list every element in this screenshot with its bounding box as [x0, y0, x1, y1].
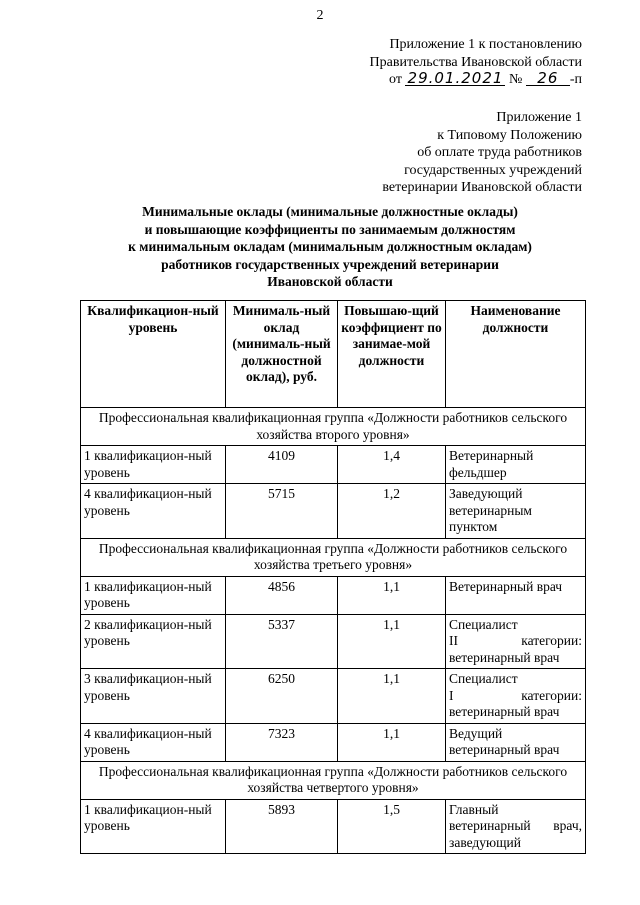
handwritten-number: 26: [526, 71, 570, 86]
header-salary: Минималь-ный оклад (минималь-ный должностной оклад), руб.: [226, 301, 338, 408]
date-number-line: [370, 71, 582, 89]
cell-level: 2 квалификацион-ный уровень: [81, 614, 226, 669]
appendix-line: Правительства Ивановской области: [369, 54, 582, 70]
sub-appendix-line: Приложение 1: [496, 110, 582, 125]
cell-coefficient: 1,5: [338, 799, 446, 854]
title-line: к минимальным окладам (минимальным должностным окладам): [128, 239, 532, 254]
cell-position: [446, 614, 586, 669]
position-line: I категории:: [449, 687, 582, 703]
cell-salary: 5893: [226, 799, 338, 854]
sub-appendix-line: государственных учреждений: [404, 162, 582, 178]
title-line: Ивановской области: [267, 274, 393, 289]
table-row: [81, 576, 586, 614]
group-title: Профессиональная квалификационная группа «Должности работников сельского хозяйства третьего уровня»: [81, 538, 586, 576]
group-row: [81, 538, 586, 576]
cell-position: Заведующий ветеринарным пунктом: [446, 484, 586, 539]
cell-coefficient: 1,4: [338, 446, 446, 484]
title-line: работников государственных учреждений ветеринарии: [161, 256, 499, 272]
table-row: [81, 446, 586, 484]
header-coefficient: Повышаю-щий коэффициент по занимае-мой должности: [338, 301, 446, 408]
position-line: Специалист: [449, 671, 518, 686]
position-line: Специалист: [449, 616, 518, 632]
title-line: и повышающие коэффициенты по занимаемым должностям: [144, 221, 516, 237]
cell-salary: 7323: [226, 723, 338, 761]
header-position: Наименование должности: [446, 301, 586, 408]
date-prefix: от: [389, 72, 402, 87]
table-row: [81, 614, 586, 669]
handwritten-date: 29.01.2021: [405, 71, 505, 86]
table-row: [81, 799, 586, 854]
page-number: 2: [316, 8, 324, 23]
document-title: [80, 203, 580, 291]
appendix-header: [370, 36, 582, 89]
cell-level: 1 квалификацион-ный уровень: [81, 576, 226, 614]
cell-level: 4 квалификацион-ный уровень: [81, 723, 226, 761]
position-line: ветеринарный врач: [449, 704, 560, 719]
sub-appendix-header: [382, 109, 582, 197]
cell-salary: 4109: [226, 446, 338, 484]
sub-appendix-line: об оплате труда работников: [417, 145, 582, 160]
cell-salary: 6250: [226, 669, 338, 724]
cell-position: Ветеринарный фельдшер: [446, 446, 586, 484]
cell-level: 4 квалификацион-ный уровень: [81, 484, 226, 539]
sub-appendix-line: к Типовому Положению: [437, 127, 582, 143]
position-line: ветеринарный врач: [449, 649, 560, 665]
cell-position: Ведущий ветеринарный врач: [446, 723, 586, 761]
cell-coefficient: 1,2: [338, 484, 446, 539]
cell-salary: 4856: [226, 576, 338, 614]
cell-position: Главный ветеринарный врач, заведующий: [446, 799, 586, 854]
group-row: [81, 761, 586, 799]
cell-coefficient: 1,1: [338, 576, 446, 614]
cell-level: 3 квалификацион-ный уровень: [81, 669, 226, 724]
group-title: Профессиональная квалификационная группа «Должности работников сельского хозяйства второго уровня»: [81, 408, 586, 446]
cell-coefficient: 1,1: [338, 669, 446, 724]
cell-level: 1 квалификацион-ный уровень: [81, 799, 226, 854]
table-row: [81, 669, 586, 724]
sub-appendix-line: ветеринарии Ивановской области: [382, 180, 582, 195]
cell-coefficient: 1,1: [338, 723, 446, 761]
appendix-line: Приложение 1 к постановлению: [389, 37, 582, 52]
number-label: №: [508, 72, 523, 87]
title-line: Минимальные оклады (минимальные должностные оклады): [142, 204, 518, 219]
group-title: Профессиональная квалификационная группа «Должности работников сельского хозяйства четвертого уровня»: [81, 761, 586, 799]
cell-salary: 5337: [226, 614, 338, 669]
position-line: II категории:: [449, 633, 582, 648]
header-level: Квалификацион-ный уровень: [81, 301, 226, 408]
table-row: [81, 723, 586, 761]
cell-coefficient: 1,1: [338, 614, 446, 669]
cell-position: [446, 669, 586, 724]
cell-salary: 5715: [226, 484, 338, 539]
table-header-row: [81, 301, 586, 408]
number-suffix: -п: [569, 72, 582, 87]
cell-level: 1 квалификацион-ный уровень: [81, 446, 226, 484]
group-row: [81, 408, 586, 446]
cell-position: Ветеринарный врач: [446, 576, 586, 614]
salary-table: [80, 300, 586, 854]
table-row: [81, 484, 586, 539]
